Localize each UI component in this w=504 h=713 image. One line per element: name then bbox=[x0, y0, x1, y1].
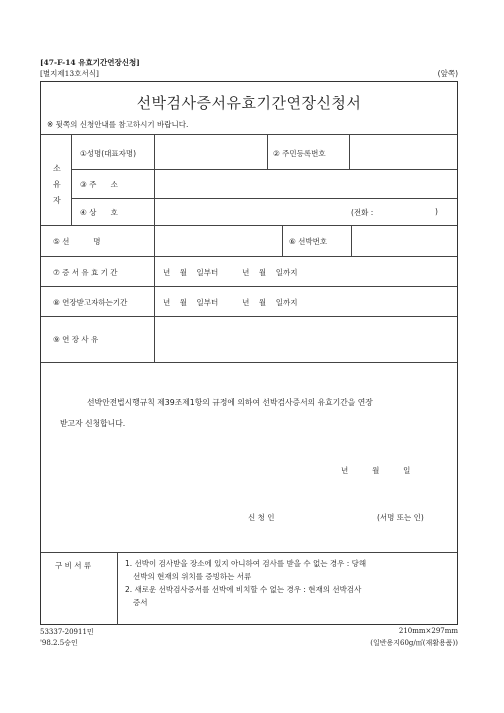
page-side: (앞쪽) bbox=[437, 69, 458, 78]
form-title: 선박검사증서유효기간연장신청서 bbox=[136, 94, 362, 112]
resident-number-label: ② 주민등록번호 bbox=[273, 149, 326, 158]
certificate-period-label: ⑦ 증 서 유 효 기 간 bbox=[53, 268, 118, 277]
application-date: 년 월 일 bbox=[341, 466, 411, 475]
divider bbox=[41, 225, 457, 226]
application-form bbox=[40, 81, 458, 625]
applicant-label: 신 청 인 bbox=[248, 513, 275, 522]
document-item: 2. 새로운 선박검사증서를 선박에 비치할 수 없는 경우 : 현재의 선박검사 bbox=[125, 585, 362, 594]
divider bbox=[41, 362, 457, 363]
divider bbox=[41, 552, 457, 553]
footer-code: 53337-20911민 bbox=[40, 628, 94, 636]
form-number: [별지제13호서식] bbox=[40, 69, 99, 78]
footer-approval: '98.2.5승인 bbox=[40, 639, 78, 647]
documents-label: 구 비 서 류 bbox=[55, 561, 92, 570]
statement-line1: 선박안전법시행규칙 제39조제1항의 규정에 의하여 선박검사증서의 유효기간을 연장 bbox=[87, 398, 373, 407]
divider bbox=[349, 134, 350, 170]
extension-period-label: ⑧ 연장받고자하는기간 bbox=[53, 298, 128, 307]
divider bbox=[41, 256, 457, 257]
divider bbox=[351, 225, 352, 256]
phone-label: (전화 : bbox=[351, 208, 374, 217]
divider bbox=[41, 134, 457, 135]
divider bbox=[267, 134, 268, 170]
reason-label: ⑨ 연 장 사 유 bbox=[53, 335, 99, 344]
ship-number-label: ⑥ 선박번호 bbox=[289, 237, 328, 246]
ship-name-label: ⑤ 선 명 bbox=[53, 237, 101, 246]
divider bbox=[41, 286, 457, 287]
divider bbox=[117, 552, 118, 625]
signature-label: (서명 또는 인) bbox=[377, 513, 424, 522]
certificate-period-value: 년 월 일부터 년 월 일까지 bbox=[163, 268, 298, 277]
divider bbox=[71, 169, 457, 170]
paper-size: 210mm×297mm bbox=[398, 627, 458, 635]
document-item: 증서 bbox=[133, 598, 148, 607]
owner-group-label: 소유자 bbox=[53, 164, 61, 205]
phone-close: ) bbox=[435, 207, 438, 216]
statement-line2: 받고자 신청합니다. bbox=[60, 419, 126, 428]
divider bbox=[41, 316, 457, 317]
extension-period-value: 년 월 일부터 년 월 일까지 bbox=[163, 298, 298, 307]
paper-type: (일반용지60g/㎡(재활용품)) bbox=[370, 639, 458, 647]
document-item: 선박의 현재의 위치를 증빙하는 서류 bbox=[133, 572, 252, 581]
address-label: ③ 주 소 bbox=[80, 180, 118, 189]
divider bbox=[71, 198, 457, 199]
divider bbox=[282, 225, 283, 256]
guide-note: ※ 뒷쪽의 신청안내를 참고하시기 바랍니다. bbox=[47, 120, 189, 129]
divider bbox=[71, 134, 72, 225]
document-item: 1. 선박이 검사받을 장소에 있지 아니하여 검사를 받을 수 없는 경우 : 당해 bbox=[125, 559, 367, 568]
owner-name-label: ①성명(대표자명) bbox=[80, 149, 137, 158]
divider bbox=[154, 134, 155, 362]
business-name-label: ④ 상 호 bbox=[80, 208, 118, 217]
form-code: [47-F-14 유효기간연장신청] bbox=[40, 58, 140, 67]
